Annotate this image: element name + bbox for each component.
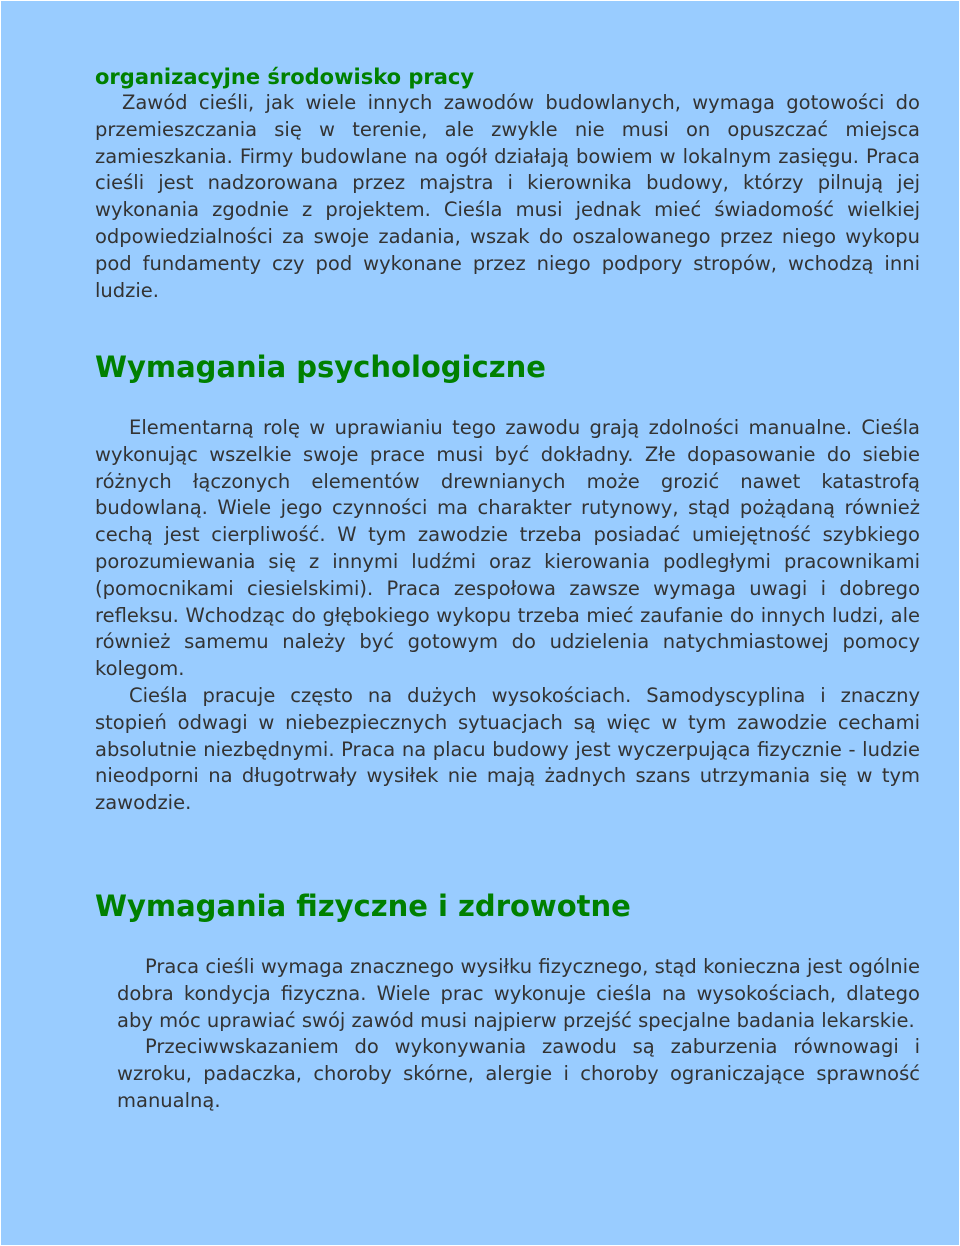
psychological-paragraph-2: Cieśla pracuje często na dużych wysokościach. Samodyscyplina i znaczny stopień odwagi w niebezpiecznych sytuacjach są więc w tym zawodzie cechami absolutnie niezbędnymi. Praca na placu budowy jest wyczerpująca fizycznie - ludzie nieodporni na długotrwały wysiłek nie mają żadnych szans utrzymania się w tym zawodzie. [95,683,920,815]
work-environment-text [95,90,920,304]
section-heading-physical: Wymagania fizyczne i zdrowotne [95,889,631,923]
section-heading-work-environment: organizacyjne środowisko pracy [95,65,475,89]
psychological-paragraph-1: Elementarną rolę w uprawianiu tego zawodu grają zdolności manualne. Cieśla wykonując wszelkie swoje prace musi być dokładny. Złe dopasowanie do siebie różnych łączonych elementów drewnianych może grozić nawet katastrofą budowlaną. Wiele jego czynności ma charakter rutynowy, stąd pożądaną również cechą jest cierpliwość. W tym zawodzie trzeba posiadać umiejętność szybkiego porozumiewania się z innymi ludźmi oraz kierowania podległymi pracownikami (pomocnikami ciesielskimi). Praca zespołowa zawsze wymaga uwagi i dobrego refleksu. Wchodząc do głębokiego wykopu trzeba mieć zaufanie do innych ludzi, ale również samemu należy być gotowym do udzielenia natychmiastowej pomocy kolegom. [95,416,920,681]
physical-paragraph-2: Przeciwwskazaniem do wykonywania zawodu są zaburzenia równowagi i wzroku, padaczka, choroby skórne, alergie i choroby ograniczające sprawność manualną. [117,1035,920,1112]
physical-paragraph-1: Praca cieśli wymaga znacznego wysiłku fizycznego, stąd konieczna jest ogólnie dobra kondycja fizyczna. Wiele prac wykonuje cieśla na wysokościach, dlatego aby móc uprawiać swój zawód musi najpierw przejść specjalne badania lekarskie. [117,955,920,1032]
section-heading-psychological: Wymagania psychologiczne [95,350,546,384]
work-environment-paragraph: Zawód cieśli, jak wiele innych zawodów budowlanych, wymaga gotowości do przemieszczania się w terenie, ale zwykle nie musi on opuszczać miejsca zamieszkania. Firmy budowlane na ogół działają bowiem w lokalnym zasięgu. Praca cieśli jest nadzorowana przez majstra i kierownika budowy, którzy pilnują jej wykonania zgodnie z projektem. Cieśla musi jednak mieć świadomość wielkiej odpowiedzialności za swoje zadania, wszak do oszalowanego przez niego wykopu pod fundamenty czy pod wykonane przez niego podpory stropów, wchodzą inni ludzie. [95,91,920,302]
psychological-text [95,415,920,817]
physical-text [117,954,920,1115]
